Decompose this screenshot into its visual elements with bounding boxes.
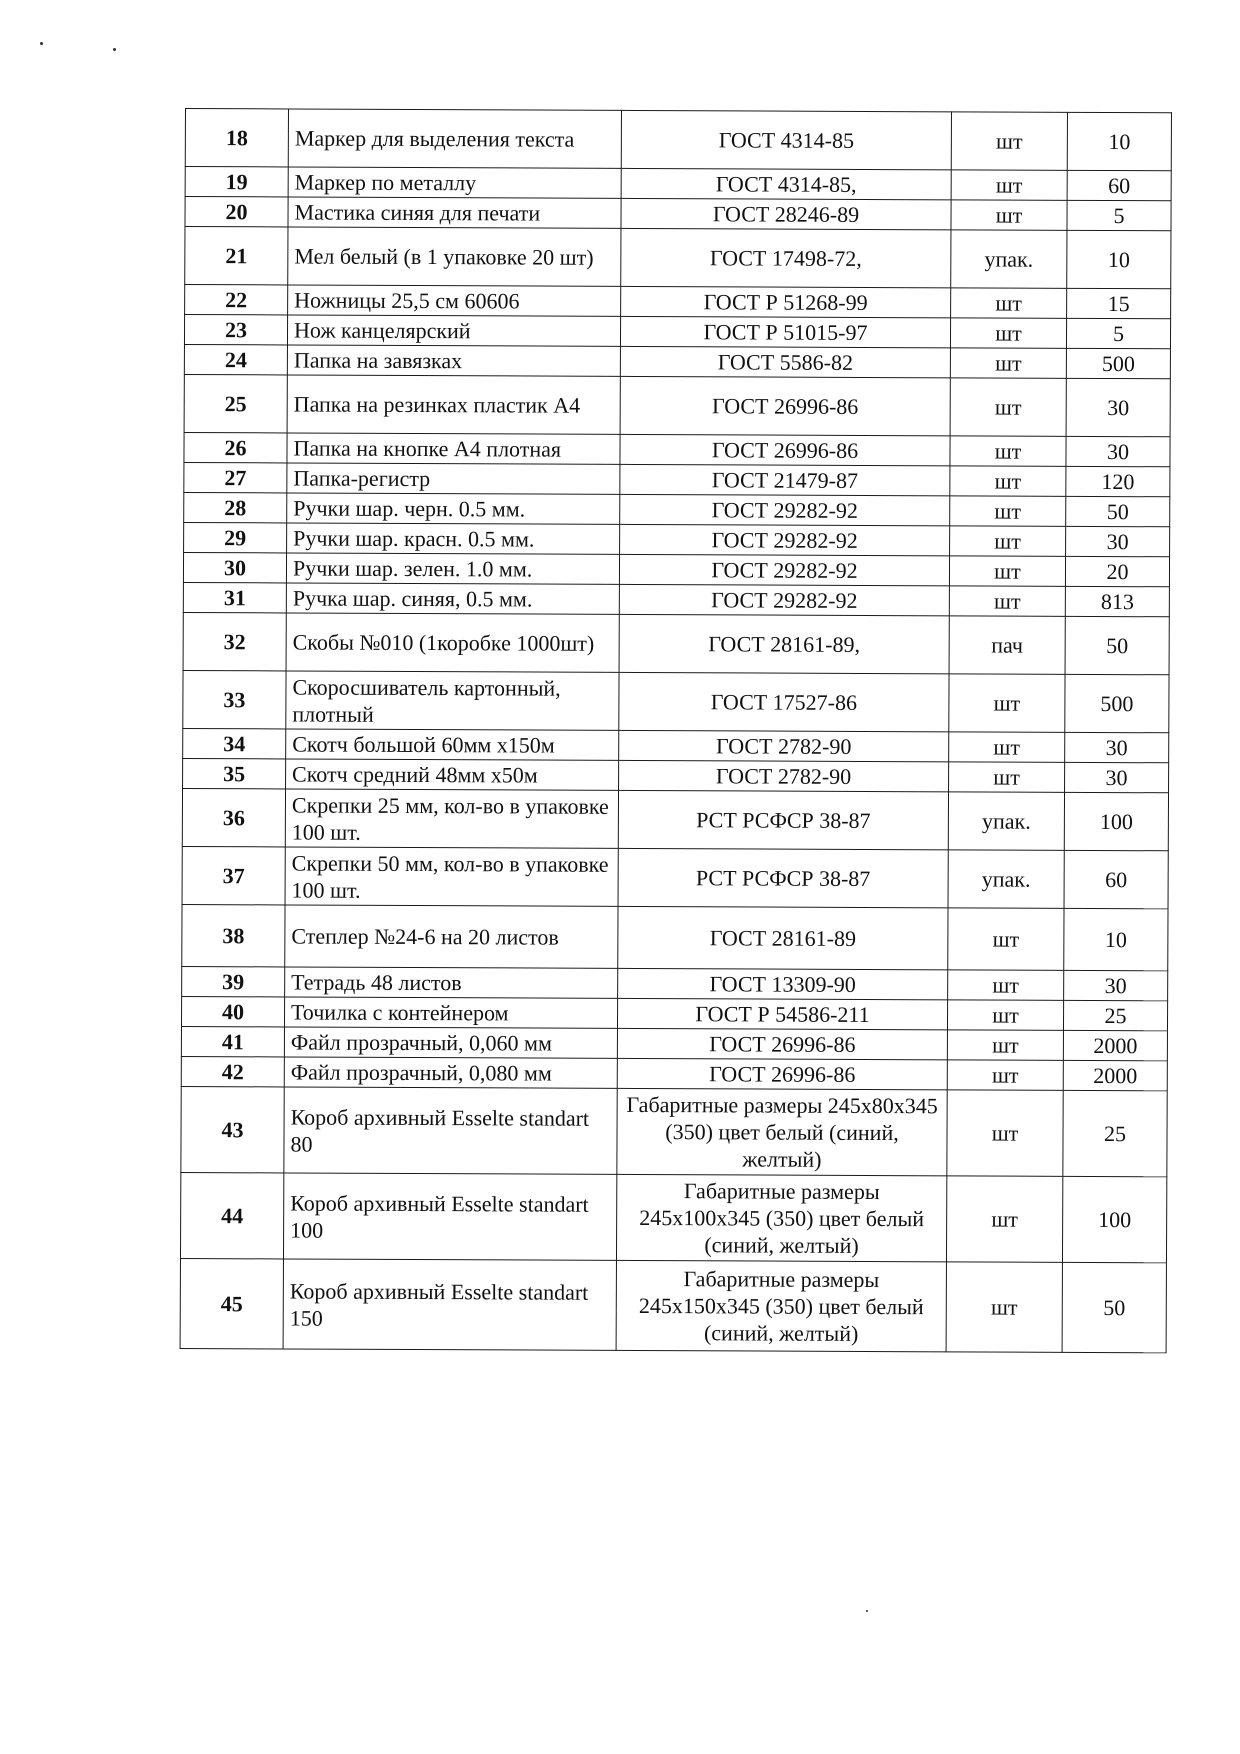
item-unit: шт (951, 288, 1067, 319)
item-standard: Габаритные размеры 245х150х345 (350) цвет белый (синий, желтый) (616, 1260, 946, 1351)
row-number: 41 (181, 1026, 284, 1056)
row-number: 38 (182, 904, 285, 966)
item-unit: шт (950, 378, 1066, 437)
item-name: Ножницы 25,5 см 60606 (288, 285, 621, 316)
item-standard: ГОСТ 13309-90 (618, 968, 948, 999)
item-quantity: 5 (1066, 318, 1170, 348)
row-number: 27 (184, 462, 287, 492)
row-number: 29 (184, 522, 287, 552)
item-name: Точилка с контейнером (284, 997, 617, 1028)
item-standard: ГОСТ 26996-86 (620, 376, 950, 435)
item-standard: ГОСТ 29282-92 (620, 524, 950, 555)
item-unit: шт (948, 970, 1064, 1001)
table-row (182, 904, 1168, 970)
item-name: Ручки шар. черн. 0.5 мм. (287, 493, 620, 524)
item-standard: ГОСТ 29282-92 (619, 554, 949, 585)
item-unit: шт (950, 466, 1066, 497)
item-unit: пач (949, 616, 1065, 675)
item-standard: ГОСТ 4314-85 (621, 110, 951, 169)
table-row (184, 522, 1170, 556)
row-number: 18 (185, 109, 288, 167)
item-standard: ГОСТ 17527-86 (619, 672, 949, 731)
row-number: 26 (184, 432, 287, 462)
row-number: 33 (183, 670, 286, 728)
table-body (180, 109, 1171, 1353)
item-standard: ГОСТ 29282-92 (619, 584, 949, 615)
item-name: Ручка шар. синяя, 0.5 мм. (286, 583, 619, 614)
row-number: 22 (185, 285, 288, 315)
item-standard: ГОСТ 28246-89 (621, 198, 951, 229)
item-name: Маркер для выделения текста (288, 109, 621, 168)
item-quantity: 30 (1065, 732, 1169, 762)
item-quantity: 30 (1065, 762, 1169, 792)
row-number: 34 (183, 728, 286, 758)
item-quantity: 813 (1065, 586, 1169, 616)
item-quantity: 100 (1064, 792, 1168, 850)
table-row (183, 582, 1169, 616)
item-unit: шт (950, 526, 1066, 557)
item-standard: ГОСТ 2782-90 (619, 760, 949, 791)
table-row (183, 758, 1169, 792)
row-number: 30 (183, 552, 286, 582)
item-name: Маркер по металлу (288, 167, 621, 198)
item-name: Скрепки 50 мм, кол-во в упаковке 100 шт. (285, 847, 618, 906)
table-row (184, 315, 1170, 349)
item-quantity: 10 (1067, 230, 1171, 288)
table-row (181, 996, 1167, 1030)
item-name: Тетрадь 48 листов (285, 967, 618, 998)
item-unit: шт (947, 1030, 1063, 1061)
row-number: 24 (184, 344, 287, 374)
item-unit: шт (947, 1000, 1063, 1031)
item-unit: шт (950, 436, 1066, 467)
table-row (185, 285, 1171, 319)
table-row (181, 1026, 1167, 1060)
item-name: Папка на кнопке А4 плотная (287, 433, 620, 464)
table-row (183, 728, 1169, 762)
table-row (182, 788, 1168, 850)
item-name: Скоросшиватель картонный, плотный (286, 671, 619, 730)
item-name: Папка на завязках (287, 345, 620, 376)
item-quantity: 500 (1066, 348, 1170, 378)
item-standard: ГОСТ 26996-86 (617, 1058, 947, 1089)
item-standard: ГОСТ 28161-89, (619, 614, 949, 673)
table-row (181, 1056, 1167, 1090)
item-quantity: 25 (1063, 1000, 1167, 1030)
item-name: Ручки шар. красн. 0.5 мм. (287, 523, 620, 554)
item-standard: ГОСТ 26996-86 (620, 434, 950, 465)
item-name: Папка на резинках пластик А4 (287, 375, 620, 434)
item-unit: шт (951, 112, 1067, 171)
item-unit: шт (947, 1090, 1063, 1177)
item-standard: ГОСТ Р 51268-99 (621, 286, 951, 317)
item-standard: ГОСТ 4314-85, (621, 168, 951, 199)
row-number: 31 (183, 582, 286, 612)
item-name: Нож канцелярский (287, 315, 620, 346)
item-quantity: 30 (1066, 378, 1170, 436)
item-standard: ГОСТ 21479-87 (620, 464, 950, 495)
item-unit: шт (949, 732, 1065, 763)
item-quantity: 60 (1064, 850, 1168, 908)
row-number: 23 (184, 315, 287, 345)
item-name: Короб архивный Esselte standart 150 (283, 1259, 616, 1350)
item-quantity: 20 (1065, 556, 1169, 586)
row-number: 43 (181, 1086, 284, 1172)
table-row (185, 197, 1171, 231)
item-standard: ГОСТ Р 54586-211 (617, 998, 947, 1029)
row-number: 39 (182, 966, 285, 996)
table-row (185, 109, 1171, 171)
item-quantity: 30 (1066, 526, 1170, 556)
item-unit: шт (949, 556, 1065, 587)
item-quantity: 120 (1066, 466, 1170, 496)
item-quantity: 25 (1063, 1090, 1167, 1176)
item-standard: ГОСТ 17498-72, (621, 228, 951, 287)
table-row (184, 432, 1170, 466)
table-row (184, 462, 1170, 496)
item-unit: шт (949, 586, 1065, 617)
item-standard: ГОСТ 26996-86 (617, 1028, 947, 1059)
row-number: 25 (184, 374, 287, 432)
row-number: 28 (184, 492, 287, 522)
row-number: 44 (180, 1172, 283, 1258)
item-name: Степлер №24-6 на 20 листов (285, 905, 618, 968)
scan-speck (40, 42, 43, 45)
item-unit: шт (948, 908, 1064, 971)
supplies-table (180, 108, 1172, 1353)
item-name: Скрепки 25 мм, кол-во в упаковке 100 шт. (285, 789, 618, 848)
table-row (184, 492, 1170, 526)
item-standard: ГОСТ 2782-90 (619, 730, 949, 761)
item-unit: упак. (948, 850, 1064, 909)
row-number: 37 (182, 846, 285, 904)
scan-speck (113, 48, 116, 51)
item-standard: РСТ РСФСР 38-87 (618, 790, 948, 849)
item-unit: шт (946, 1176, 1062, 1263)
table-row (180, 1172, 1166, 1262)
item-unit: шт (949, 674, 1065, 733)
item-quantity: 2000 (1063, 1030, 1167, 1060)
item-quantity: 50 (1062, 1262, 1166, 1352)
item-quantity: 50 (1066, 496, 1170, 526)
row-number: 45 (180, 1258, 283, 1348)
item-unit: шт (951, 170, 1067, 201)
table-row (184, 344, 1170, 378)
item-name: Короб архивный Esselte standart 80 (284, 1087, 617, 1174)
table-row (183, 670, 1169, 732)
table-row (185, 167, 1171, 201)
item-standard: ГОСТ 5586-82 (620, 346, 950, 377)
item-unit: шт (951, 200, 1067, 231)
item-unit: упак. (951, 230, 1067, 289)
item-quantity: 15 (1067, 288, 1171, 318)
item-name: Скобы №010 (1коробке 1000шт) (286, 613, 619, 672)
item-name: Короб архивный Esselte standart 100 (283, 1173, 616, 1260)
row-number: 40 (181, 996, 284, 1026)
table-row (184, 374, 1170, 436)
item-unit: упак. (948, 792, 1064, 851)
item-name: Скотч большой 60мм х150м (286, 729, 619, 760)
item-quantity: 500 (1065, 674, 1169, 732)
item-name: Файл прозрачный, 0,080 мм (284, 1057, 617, 1088)
item-quantity: 50 (1065, 616, 1169, 674)
row-number: 35 (183, 758, 286, 788)
item-standard: ГОСТ 29282-92 (620, 494, 950, 525)
table-row (182, 846, 1168, 908)
table-row (185, 227, 1171, 289)
scan-speck (866, 1610, 868, 1612)
item-standard: Габаритные размеры 245х100х345 (350) цвет белый (синий, желтый) (616, 1174, 946, 1261)
item-unit: шт (947, 1060, 1063, 1091)
item-quantity: 5 (1067, 200, 1171, 230)
row-number: 21 (185, 227, 288, 285)
row-number: 32 (183, 612, 286, 670)
item-quantity: 100 (1062, 1176, 1166, 1262)
item-name: Ручки шар. зелен. 1.0 мм. (286, 553, 619, 584)
table-row (180, 1258, 1166, 1352)
item-standard: РСТ РСФСР 38-87 (618, 848, 948, 907)
item-standard: ГОСТ 28161-89 (618, 906, 948, 969)
item-quantity: 30 (1064, 970, 1168, 1000)
item-unit: шт (950, 318, 1066, 349)
row-number: 36 (182, 788, 285, 846)
item-standard: Габаритные размеры 245х80х345 (350) цвет белый (синий, желтый) (617, 1088, 947, 1175)
item-unit: шт (949, 762, 1065, 793)
item-name: Файл прозрачный, 0,060 мм (284, 1027, 617, 1058)
item-unit: шт (946, 1262, 1062, 1353)
row-number: 19 (185, 167, 288, 197)
table-row (183, 612, 1169, 674)
table-row (182, 966, 1168, 1000)
table-row (181, 1086, 1167, 1176)
item-name: Скотч средний 48мм х50м (286, 759, 619, 790)
item-unit: шт (950, 496, 1066, 527)
item-quantity: 10 (1067, 112, 1171, 170)
item-name: Мастика синяя для печати (288, 197, 621, 228)
item-name: Мел белый (в 1 упаковке 20 шт) (288, 227, 621, 286)
item-unit: шт (950, 348, 1066, 379)
item-standard: ГОСТ Р 51015-97 (620, 316, 950, 347)
item-quantity: 60 (1067, 170, 1171, 200)
row-number: 42 (181, 1056, 284, 1086)
item-name: Папка-регистр (287, 463, 620, 494)
item-quantity: 10 (1064, 908, 1168, 970)
table-row (183, 552, 1169, 586)
item-quantity: 2000 (1063, 1060, 1167, 1090)
row-number: 20 (185, 197, 288, 227)
item-quantity: 30 (1066, 436, 1170, 466)
